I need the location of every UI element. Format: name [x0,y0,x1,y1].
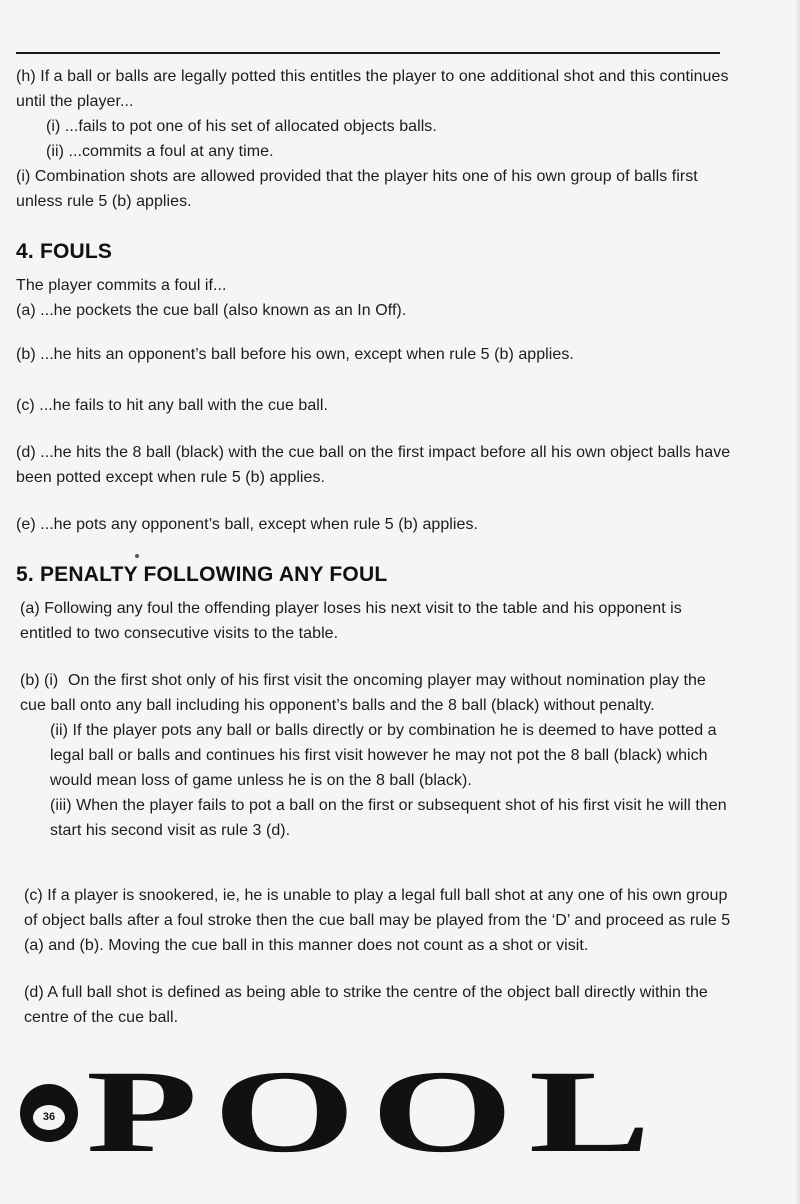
rule-i-text: (i) Combination shots are allowed provided that the player hits one of his own group of balls first unless rule 5 (b) applies. [16,168,698,210]
fouls-list [16,273,736,323]
top-divider [16,52,720,54]
foul-e-block [16,512,736,537]
penalty-a: (a) Following any foul the offending player loses his next visit to the table and his opponent is entitled to two consecutive visits to the table. [20,600,682,642]
page-edge-shadow [794,0,800,1204]
penalty-d-block [24,980,732,1030]
foul-b: (b) ...he hits an opponent’s ball before his own, except when rule 5 (b) applies. [16,346,574,363]
penalty-d: (d) A full ball shot is defined as being able to strike the centre of the object ball directly within the centre of the cue ball. [24,984,708,1026]
penalty-b-i-row [20,668,732,718]
penalty-c: (c) If a player is snookered, ie, he is unable to play a legal full ball shot at any one of his own group of object balls after a foul stroke then the cue ball may be played from the ‘D’ and proceed as rule 5 (a) and (b). Moving the cue ball in this manner does not count as a shot or visit. [24,887,731,954]
fouls-section [16,240,736,264]
fouls-intro: The player commits a foul if... [16,277,227,294]
rule-h-block [16,64,736,214]
foul-c-block [16,393,736,418]
penalty-a-block [20,596,732,646]
penalty-section [16,563,736,587]
penalty-b-i-text-wrap [20,668,732,718]
fouls-heading: 4. FOULS [16,240,113,263]
penalty-heading: 5. PENALTY FOLLOWING ANY FOUL [16,563,388,586]
foul-b-block [16,342,736,367]
penalty-b-ii: (ii) If the player pots any ball or balls directly or by combination he is deemed to have potted a legal ball or balls and continues his first visit however he may not pot the 8 ball (black) which would mean loss of game unless he is on the 8 ball (black). [50,722,717,789]
foul-e: (e) ...he pots any opponent’s ball, except when rule 5 (b) applies. [16,516,478,533]
rule-h-sub-ii: (ii) ...commits a foul at any time. [46,143,274,160]
penalty-b-i-text: On the first shot only of his first visit the oncoming player may without nomination play the cue ball onto any ball including his opponent’s balls and the 8 ball (black) without penalty. [20,672,706,714]
foul-a: (a) ...he pockets the cue ball (also known as an In Off). [16,302,407,319]
page-footer [20,1046,730,1177]
page-number: 36 [33,1105,65,1130]
penalty-b-iii: (iii) When the player fails to pot a ball on the first or subsequent shot of his first visit he will then start his second visit as rule 3 (d). [50,797,727,839]
foul-d-block [16,440,736,490]
penalty-b-i-label: (b) (i) [20,672,59,689]
foul-c: (c) ...he fails to hit any ball with the cue ball. [16,397,328,414]
foul-d: (d) ...he hits the 8 ball (black) with the cue ball on the first impact before all his own object balls have been potted except when rule 5 (b) applies. [16,444,731,486]
penalty-b-block [20,668,732,843]
rule-h-sub-i: (i) ...fails to pot one of his set of allocated objects balls. [46,118,437,135]
speck [135,554,139,558]
pool-logo: POOL [86,1046,667,1177]
page-number-badge [20,1084,78,1142]
penalty-c-block [24,883,732,958]
rule-h-text: (h) If a ball or balls are legally potted this entitles the player to one additional shot and this continues until the player... [16,68,729,110]
